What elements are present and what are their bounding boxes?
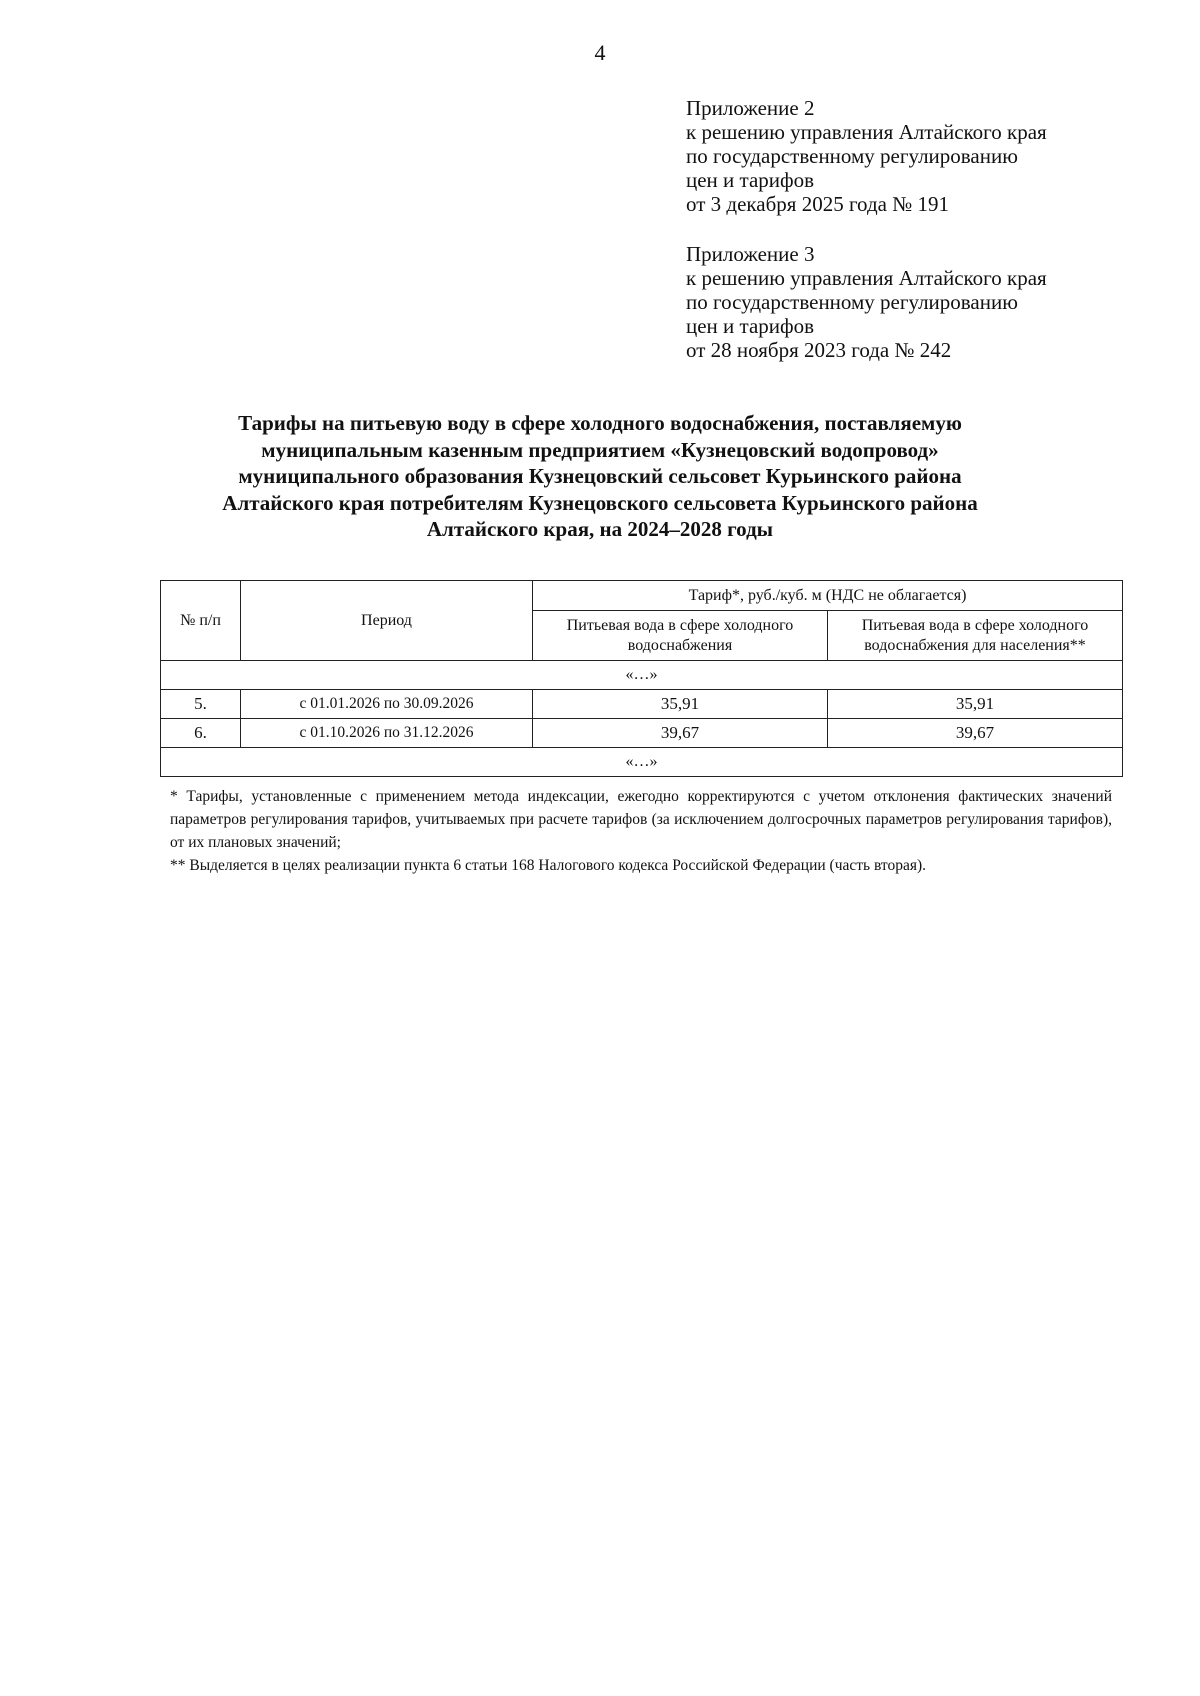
row-tariff: 39,67 [533,719,828,748]
footnote-1: * Тарифы, установленные с применением метода индексации, ежегодно корректируются с учетом отклонения фактических значений параметров регулирования тарифов, учитываемых при расчете тарифов (за исключением долгосрочных параметров регулирования тарифов), от их плановых значений; [170,788,1112,851]
col-period-header: Период [241,581,533,661]
ellipsis-cell: «…» [161,748,1123,777]
table-row-ellipsis [161,748,1123,777]
appendix-line: по государственному регулированию [686,290,1018,314]
table-row [161,690,1123,719]
title-line: муниципального образования Кузнецовский сельсовет Курьинского района [238,464,962,488]
appendix-line: Приложение 3 [686,242,815,266]
table-header-row [161,581,1123,611]
title-line: муниципальным казенным предприятием «Кузнецовский водопровод» [261,437,939,462]
row-number: 6. [161,719,241,748]
appendix-3-header [686,242,1156,362]
col-number-header: № п/п [161,581,241,661]
table-row [161,719,1123,748]
appendix-line: цен и тарифов [686,314,815,338]
title-line: Тарифы на питьевую воду в сфере холодного водоснабжения, поставляемую [238,411,962,435]
appendix-line: от 3 декабря 2025 года № 191 [686,192,949,216]
table-row-ellipsis [161,661,1123,690]
col-tariff-header: Тариф*, руб./куб. м (НДС не облагается) [533,581,1123,611]
document-title [150,410,1050,543]
appendix-line: по государственному регулированию [686,144,1018,168]
footnote-2: ** Выделяется в целях реализации пункта 6 статьи 168 Налогового кодекса Российской Федерации (часть вторая). [170,857,927,874]
footnotes [170,785,1112,877]
row-period: с 01.01.2026 по 30.09.2026 [241,690,533,719]
col-tariff-population-subheader: Питьевая вода в сфере холодного водоснабжения для населения** [828,611,1123,661]
appendix-line: к решению управления Алтайского края [686,266,1047,290]
row-number: 5. [161,690,241,719]
row-tariff-population: 39,67 [828,719,1123,748]
ellipsis-cell: «…» [161,661,1123,690]
row-period: с 01.10.2026 по 31.12.2026 [241,719,533,748]
appendix-line: цен и тарифов [686,168,815,192]
tariff-table [160,580,1123,777]
appendix-line: к решению управления Алтайского края [686,120,1047,144]
appendix-2-header [686,96,1156,216]
appendix-line: от 28 ноября 2023 года № 242 [686,338,952,362]
appendix-line: Приложение 2 [686,96,815,120]
row-tariff: 35,91 [533,690,828,719]
col-tariff-subheader: Питьевая вода в сфере холодного водоснабжения [533,611,828,661]
title-line: Алтайского края, на 2024–2028 годы [426,517,774,541]
page-number: 4 [594,40,606,65]
title-line: Алтайского края потребителям Кузнецовского сельсовета Курьинского района [222,490,978,515]
row-tariff-population: 35,91 [828,690,1123,719]
